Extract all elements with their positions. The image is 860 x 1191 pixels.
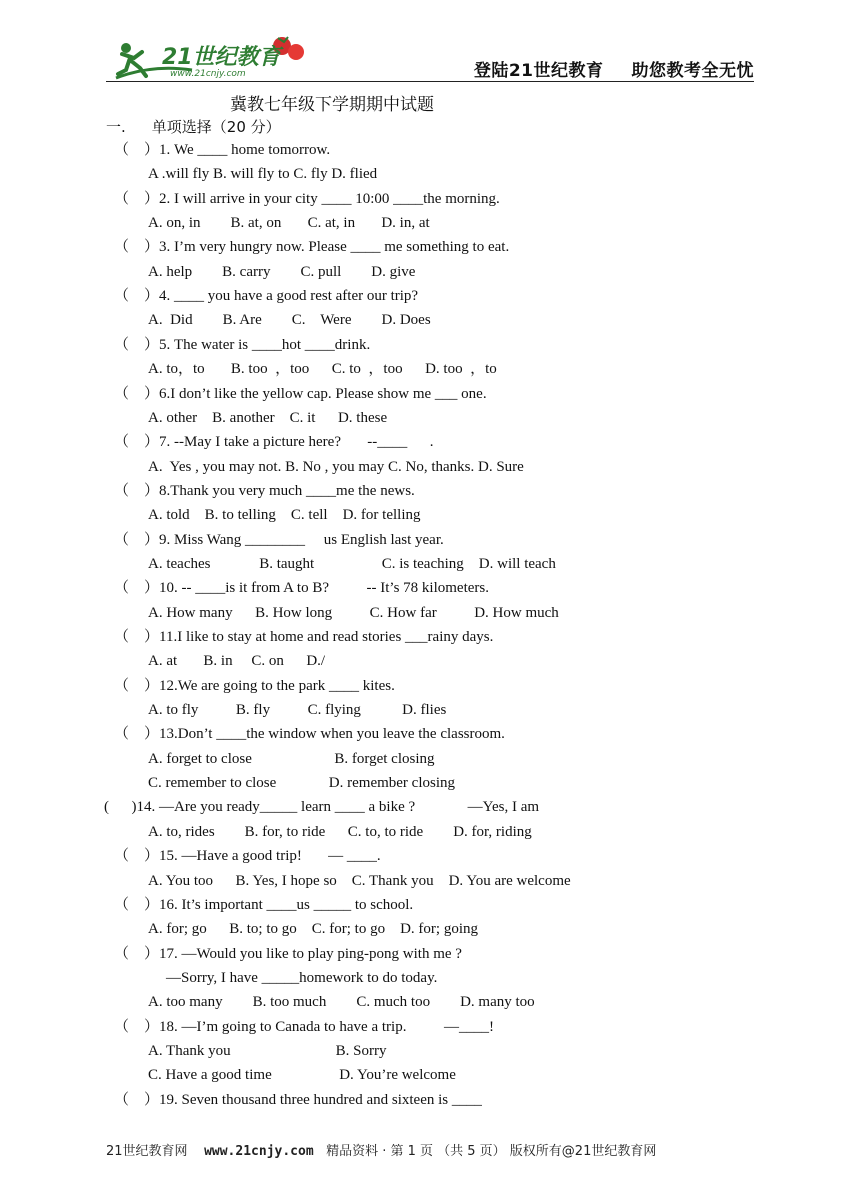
logo-21cnjy	[112, 34, 312, 80]
option-line: A. You too B. Yes, I hope so C. Thank you D. You are welcome	[148, 872, 571, 889]
option-line: A. too many B. too much C. much too D. many too	[148, 994, 535, 1011]
question-line: （ ）11.I like to stay at home and read stories ___rainy days.	[114, 629, 494, 645]
option-line: A. teaches B. taught C. is teaching D. will teach	[148, 555, 556, 572]
slogan-left: 登陆21世纪教育	[473, 61, 604, 81]
option-line: C. remember to close D. remember closing	[148, 775, 456, 792]
question-line: （ ）17. —Would you like to play ping-pong with me ?	[114, 945, 462, 962]
question-line: （ ）1. We ____ home tomorrow.	[114, 142, 331, 158]
question-line: （ ）12.We are going to the park ____ kites.	[114, 677, 395, 694]
question-line: （ ）15. —Have a good trip! — ____.	[114, 848, 381, 865]
question-line: （ ）6.I don’t like the yellow cap. Please show me ___ one.	[114, 385, 487, 402]
footer-page-info: 精品资料 · 第 1 页 （共 5 页） 版权所有@21世纪教育网	[326, 1144, 657, 1159]
question-line: （ ）3. I’m very hungry now. Please ____ me something to eat.	[114, 239, 510, 256]
header-divider	[106, 81, 754, 82]
question-line: （ ）8.Thank you very much ____me the news.	[114, 482, 415, 499]
option-line: A. told B. to telling C. tell D. for telling	[148, 507, 421, 524]
option-line: A. to, rides B. for, to ride C. to, to ride D. for, riding	[148, 823, 532, 840]
question-line: ( )14. —Are you ready_____ learn ____ a bike ? —Yes, I am	[104, 799, 540, 816]
question-line: （ ）4. ____ you have a good rest after our trip?	[114, 288, 419, 305]
option-line: A. other B. another C. it D. these	[148, 409, 388, 426]
page-footer	[106, 1140, 754, 1159]
header-slogan	[474, 56, 754, 81]
option-line: A. for; go B. to; to go C. for; to go D. for; going	[148, 921, 478, 938]
page-title: 冀教七年级下学期期中试题	[230, 95, 434, 115]
question-line: （ ）19. Seven thousand three hundred and sixteen is ____	[114, 1091, 482, 1108]
option-line: A. at B. in C. on D./	[148, 653, 326, 670]
question-line: （ ）18. —I’m going to Canada to have a trip. —____!	[114, 1018, 494, 1035]
question-line: （ ）13.Don’t ____the window when you leave the classroom.	[114, 726, 505, 743]
question-line: （ ）2. I will arrive in your city ____ 10:00 ____the morning.	[114, 190, 500, 207]
option-line: A. Thank you B. Sorry	[148, 1042, 387, 1059]
section-heading	[106, 116, 281, 137]
footer-site-name: 21世纪教育网	[106, 1144, 188, 1159]
page-header	[106, 28, 754, 82]
option-line: A. forget to close B. forget closing	[148, 750, 435, 767]
question-line: （ ）16. It’s important ____us _____ to school.	[114, 896, 414, 913]
question-line: （ ）9. Miss Wang ________ us English last year.	[114, 531, 444, 548]
question-line: （ ）7. --May I take a picture here? --____ .	[114, 434, 434, 451]
footer-url[interactable]: www.21cnjy.com	[204, 1144, 314, 1159]
question-line: （ ）5. The water is ____hot ____drink.	[114, 336, 371, 353]
logo-url-text: www.21cnjy.com	[170, 69, 246, 79]
option-line: A .will fly B. will fly to C. fly D. flied	[148, 166, 378, 183]
option-line: A. How many B. How long C. How far D. How much	[148, 604, 559, 621]
logo-text: 21世纪教育	[162, 45, 281, 70]
option-line: A. Yes , you may not. B. No , you may C. No, thanks. D. Sure	[148, 458, 524, 475]
option-line: A. to，to B. too ，too C. to ，too D. too ，to	[148, 361, 497, 378]
section-label: 单项选择（20 分）	[151, 118, 281, 136]
option-line: A. to fly B. fly C. flying D. flies	[148, 702, 447, 719]
section-number: 一.	[106, 118, 126, 136]
option-line: A. Did B. Are C. Were D. Does	[148, 312, 431, 329]
option-line: A. on, in B. at, on C. at, in D. in, at	[148, 215, 430, 232]
slogan-right: 助您教考全无忧	[631, 61, 754, 81]
question-line: （ ）10. -- ____is it from A to B? -- It’s 78 kilometers.	[114, 580, 489, 597]
option-line: A. help B. carry C. pull D. give	[148, 263, 416, 280]
option-line: C. Have a good time D. You’re welcome	[148, 1067, 456, 1084]
option-line: —Sorry, I have _____homework to do today.	[166, 969, 438, 986]
